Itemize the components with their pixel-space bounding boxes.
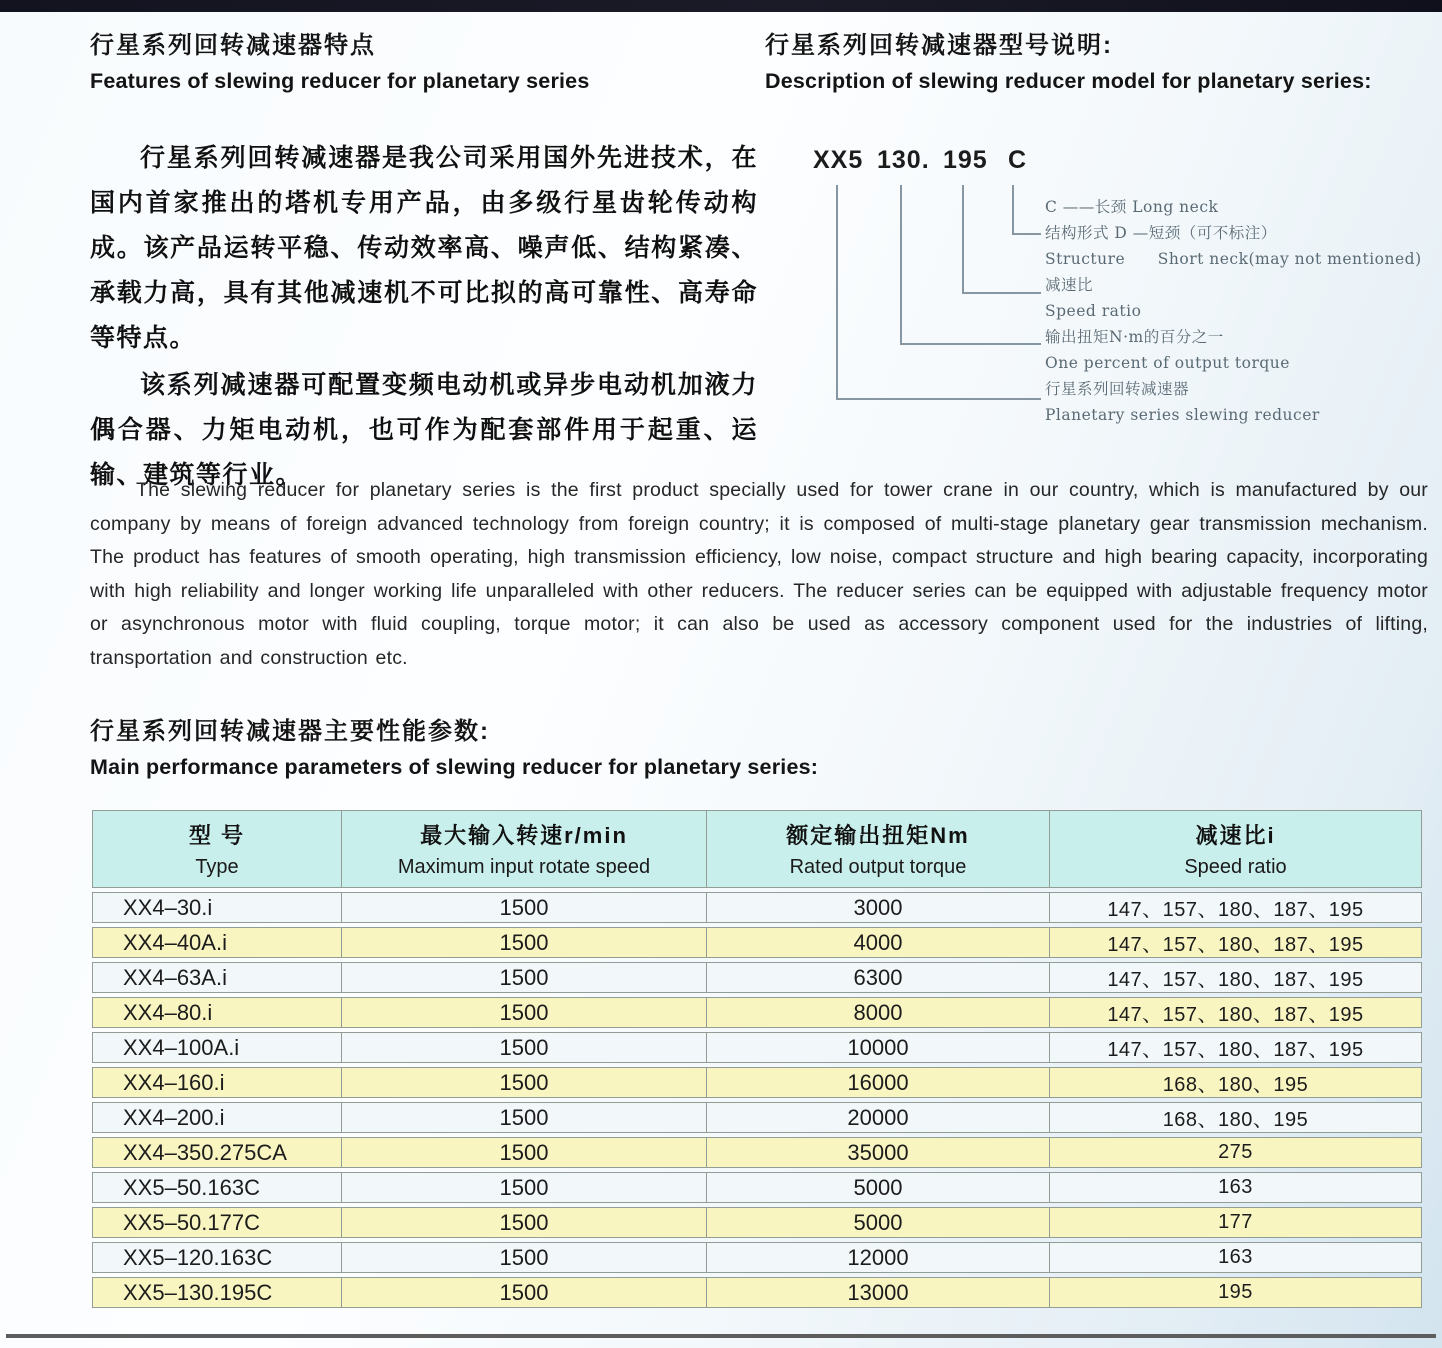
table-row (92, 1032, 1422, 1063)
cell-type: XX4–63A.i (92, 962, 342, 993)
cell-output-torque: 12000 (707, 1242, 1050, 1273)
bottom-divider (6, 1334, 1436, 1338)
model-section (765, 30, 1442, 96)
cell-input-speed: 1500 (342, 997, 707, 1028)
model-title-zh: 行星系列回转减速器型号说明: (765, 32, 1113, 59)
cell-type: XX4–80.i (92, 997, 342, 1028)
features-section (90, 30, 758, 498)
params-title-en: Main performance parameters of slewing reducer for planetary series: (90, 755, 819, 779)
leader-line (836, 398, 1041, 400)
cell-speed-ratio: 147、157、180、187、195 (1050, 962, 1422, 993)
cell-output-torque: 4000 (707, 927, 1050, 958)
cell-type: XX5–50.163C (92, 1172, 342, 1203)
cell-input-speed: 1500 (342, 1242, 707, 1273)
cell-speed-ratio: 147、157、180、187、195 (1050, 927, 1422, 958)
col-header-output-torque (707, 810, 1050, 888)
cell-speed-ratio: 168、180、195 (1050, 1067, 1422, 1098)
col-header-type (92, 810, 342, 888)
model-code-torque: 130. (877, 146, 930, 174)
col-header-output-torque-en: Rated output torque (789, 856, 967, 878)
cell-output-torque: 3000 (707, 892, 1050, 923)
table-row (92, 1067, 1422, 1098)
cell-output-torque: 20000 (707, 1102, 1050, 1133)
cell-output-torque: 5000 (707, 1207, 1050, 1238)
cell-input-speed: 1500 (342, 1172, 707, 1203)
col-header-speed-ratio-zh: 减速比i (1195, 823, 1276, 848)
cell-speed-ratio: 147、157、180、187、195 (1050, 1032, 1422, 1063)
parameters-table-wrap (92, 806, 1422, 1312)
cell-input-speed: 1500 (342, 892, 707, 923)
col-header-speed-ratio-en: Speed ratio (1184, 856, 1287, 878)
params-section-heading (90, 716, 1290, 782)
cell-type: XX4–30.i (92, 892, 342, 923)
features-title-en: Features of slewing reducer for planetary series (90, 69, 590, 93)
cell-input-speed: 1500 (342, 1032, 707, 1063)
leader-line (962, 292, 1041, 294)
table-row (92, 1242, 1422, 1273)
table-body (92, 892, 1422, 1308)
col-header-input-speed (342, 810, 707, 888)
leader-line (900, 185, 902, 343)
cell-type: XX4–40A.i (92, 927, 342, 958)
cell-input-speed: 1500 (342, 1207, 707, 1238)
model-annotations (1045, 194, 1442, 428)
cell-speed-ratio: 147、157、180、187、195 (1050, 997, 1422, 1028)
cell-input-speed: 1500 (342, 1067, 707, 1098)
col-header-output-torque-zh: 额定输出扭矩Nm (786, 823, 970, 848)
cell-output-torque: 5000 (707, 1172, 1050, 1203)
model-code-series: XX5 (813, 146, 864, 174)
model-title-en: Description of slewing reducer model for planetary series: (765, 69, 1372, 93)
annotation-speed-ratio-en: Speed ratio (1045, 302, 1142, 320)
annotation-series-en: Planetary series slewing reducer (1045, 406, 1320, 424)
cell-speed-ratio: 195 (1050, 1277, 1422, 1308)
table-row (92, 892, 1422, 923)
leader-line (962, 185, 964, 292)
model-code-ratio: 195 (943, 146, 988, 174)
features-paragraph-2: 该系列减速器可配置变频电动机或异步电动机加液力偶合器、力矩电动机，也可作为配套部件用于起重、运输、建筑等行业。 (90, 371, 758, 489)
col-header-type-zh: 型 号 (188, 823, 246, 848)
parameters-table (92, 806, 1422, 1312)
cell-input-speed: 1500 (342, 1137, 707, 1168)
cell-type: XX5–130.195C (92, 1277, 342, 1308)
model-code-diagram (765, 140, 1442, 450)
cell-input-speed: 1500 (342, 1102, 707, 1133)
cell-speed-ratio: 147、157、180、187、195 (1050, 892, 1422, 923)
table-row (92, 1207, 1422, 1238)
annotation-torque-zh: 输出扭矩N·m的百分之一 (1045, 328, 1224, 346)
table-row (92, 927, 1422, 958)
col-header-type-en: Type (195, 856, 239, 878)
table-row (92, 962, 1422, 993)
annotation-structure-en: Structure Short neck(may not mentioned) (1045, 250, 1422, 268)
cell-type: XX4–200.i (92, 1102, 342, 1133)
leader-line (900, 343, 1041, 345)
cell-speed-ratio: 163 (1050, 1242, 1422, 1273)
table-row (92, 1137, 1422, 1168)
table-row (92, 1277, 1422, 1308)
cell-input-speed: 1500 (342, 1277, 707, 1308)
cell-speed-ratio: 275 (1050, 1137, 1422, 1168)
annotation-speed-ratio-zh: 减速比 (1045, 276, 1094, 294)
intro-paragraph-en: The slewing reducer for planetary series is the first product specially used for tower crane in our country, which is manufactured by our company by means of foreign advanced technology from foreign country; it is composed of multi-stage planetary gear transmission mechanism. The product has features of smooth operating, high transmission efficiency, low noise, compact structure and high bearing capacity, incorporating with high reliability and longer working life unparalleled with other reducers. The reducer series can be equipped with adjustable frequency motor or asynchronous motor with fluid coupling, torque motor; it can also be used as accessory component used for the industries of lifting, transportation and construction etc. (90, 479, 1428, 669)
leader-line (836, 185, 838, 398)
cell-output-torque: 10000 (707, 1032, 1050, 1063)
top-border-bar (0, 0, 1442, 12)
cell-output-torque: 13000 (707, 1277, 1050, 1308)
cell-type: XX4–350.275CA (92, 1137, 342, 1168)
cell-output-torque: 8000 (707, 997, 1050, 1028)
cell-type: XX5–120.163C (92, 1242, 342, 1273)
annotation-torque-en: One percent of output torque (1045, 354, 1290, 372)
leader-line (1012, 185, 1014, 233)
cell-input-speed: 1500 (342, 927, 707, 958)
table-row (92, 1172, 1422, 1203)
cell-output-torque: 35000 (707, 1137, 1050, 1168)
cell-type: XX5–50.177C (92, 1207, 342, 1238)
annotation-long-neck: C ——长颈 Long neck (1045, 198, 1219, 216)
params-title-zh: 行星系列回转减速器主要性能参数: (90, 718, 490, 745)
table-row (92, 997, 1422, 1028)
annotation-structure-zh: 结构形式 D —短颈（可不标注） (1045, 224, 1277, 242)
annotation-series-zh: 行星系列回转减速器 (1045, 380, 1190, 398)
cell-output-torque: 6300 (707, 962, 1050, 993)
cell-output-torque: 16000 (707, 1067, 1050, 1098)
features-title-zh: 行星系列回转减速器特点 (90, 32, 376, 59)
cell-input-speed: 1500 (342, 962, 707, 993)
table-row (92, 1102, 1422, 1133)
cell-speed-ratio: 177 (1050, 1207, 1422, 1238)
cell-speed-ratio: 163 (1050, 1172, 1422, 1203)
table-header-row (92, 810, 1422, 888)
cell-type: XX4–100A.i (92, 1032, 342, 1063)
col-header-input-speed-en: Maximum input rotate speed (397, 856, 651, 878)
cell-speed-ratio: 168、180、195 (1050, 1102, 1422, 1133)
features-paragraph-1: 行星系列回转减速器是我公司采用国外先进技术，在国内首家推出的塔机专用产品，由多级行星齿轮传动构成。该产品运转平稳、传动效率高、噪声低、结构紧凑、承载力高，具有其他减速机不可比拟的高可靠性、高寿命等特点。 (90, 144, 758, 352)
leader-line (1012, 233, 1041, 235)
cell-type: XX4–160.i (92, 1067, 342, 1098)
col-header-input-speed-zh: 最大输入转速r/min (420, 823, 628, 848)
col-header-speed-ratio (1050, 810, 1422, 888)
model-code-neck: C (1008, 146, 1028, 174)
